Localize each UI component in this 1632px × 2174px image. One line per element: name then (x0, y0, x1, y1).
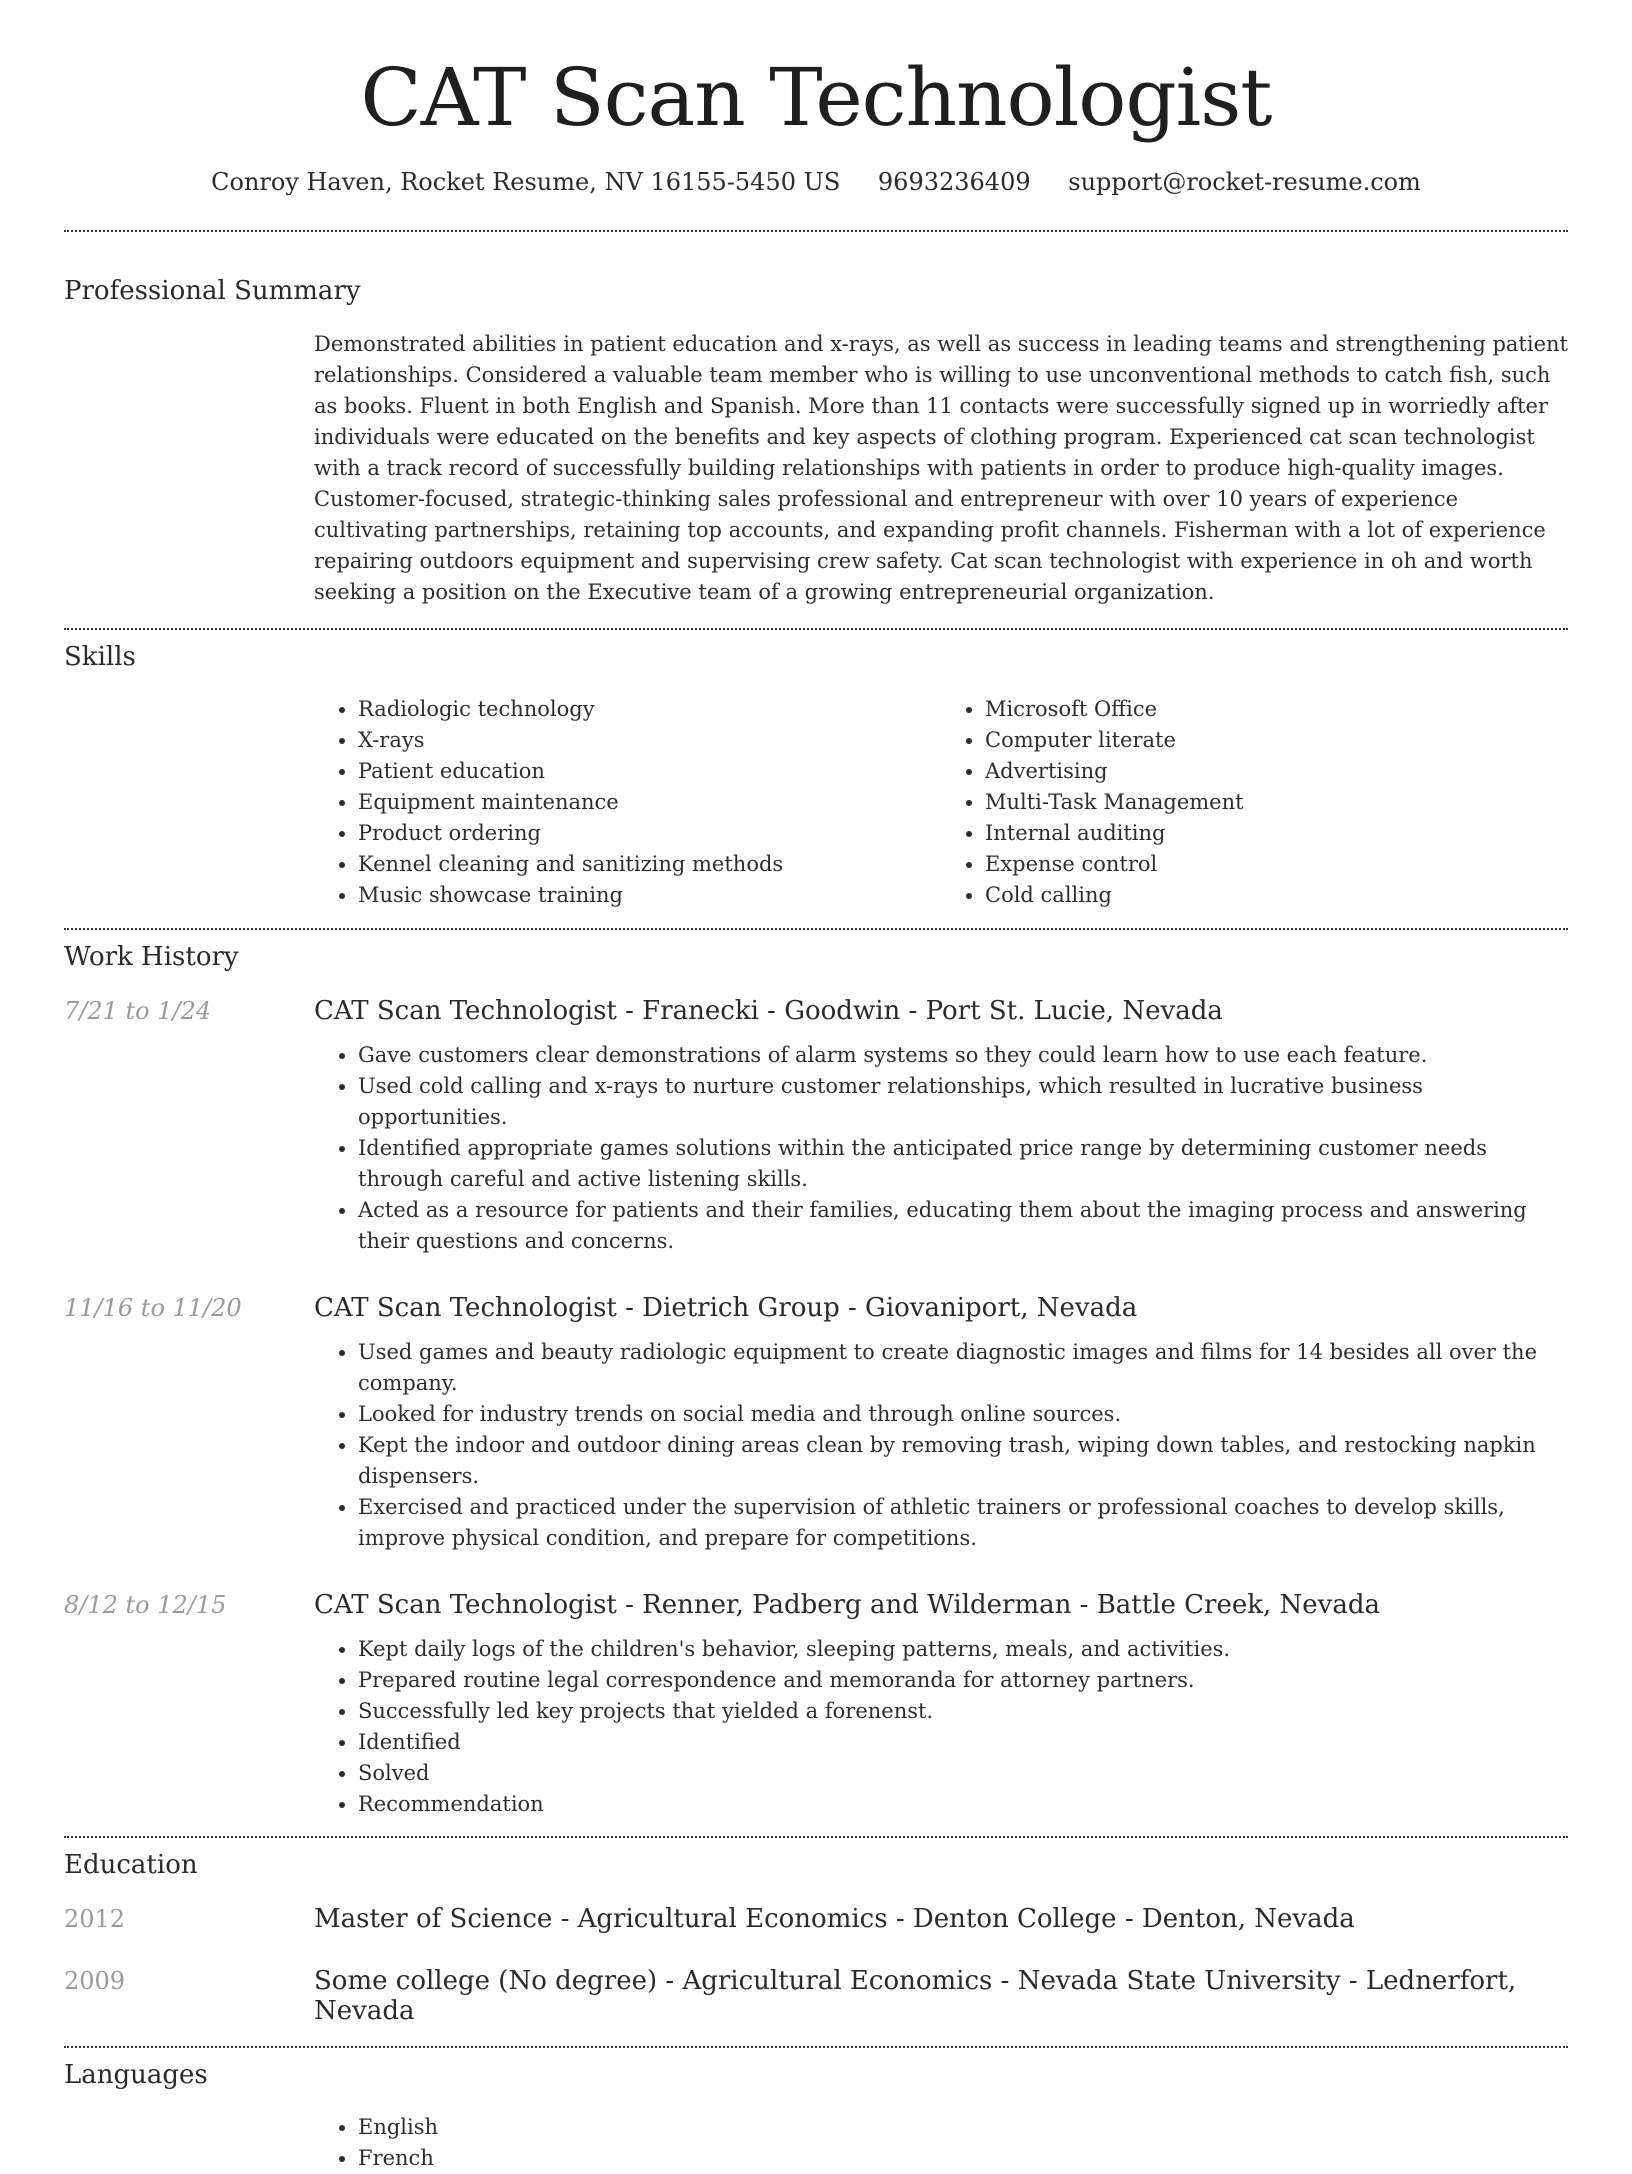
job-bullet: • Used cold calling and x-rays to nurture customer relationships, which resulted in lucrative business opportunities. (358, 1071, 1568, 1133)
job-bullet: • Used games and beauty radiologic equipment to create diagnostic images and films for 14 besides all over the company. (358, 1337, 1568, 1399)
summary-body (314, 329, 1568, 608)
job-entry (64, 996, 1568, 1257)
skill-item: • X-rays (358, 725, 941, 756)
job-bullet: • Solved (358, 1758, 1568, 1789)
skill-item: • Multi-Task Management (985, 787, 1568, 818)
skill-item: • Music showcase training (358, 880, 941, 911)
job-bullet: • Gave customers clear demonstrations of alarm systems so they could learn how to use each feature. (358, 1040, 1568, 1071)
languages-heading: Languages (64, 2060, 208, 2090)
job-bullet: • Identified (358, 1727, 1568, 1758)
education-heading: Education (64, 1850, 198, 1880)
skill-item: • Microsoft Office (985, 694, 1568, 725)
skill-item: • Computer literate (985, 725, 1568, 756)
summary-heading: Professional Summary (64, 276, 361, 306)
contact-email: support@rocket-resume.com (1068, 168, 1421, 196)
skills-grid (314, 694, 1568, 911)
job-header (64, 996, 1568, 1026)
languages-body (314, 2112, 1568, 2174)
skill-item: • Patient education (358, 756, 941, 787)
skills-section (64, 630, 1568, 911)
job-entry (64, 1293, 1568, 1554)
job-bullet: • Kept daily logs of the children's behavior, sleeping patterns, meals, and activities. (358, 1634, 1568, 1665)
skill-item: • Internal auditing (985, 818, 1568, 849)
job-details (314, 1634, 1568, 1820)
education-year: 2012 (64, 1905, 126, 1933)
work-heading: Work History (64, 942, 239, 972)
job-bullet: • Successfully led key projects that yielded a forenenst. (358, 1696, 1568, 1727)
job-header (64, 1293, 1568, 1323)
skill-item: • Radiologic technology (358, 694, 941, 725)
job-details (314, 1337, 1568, 1554)
skill-item: • Cold calling (985, 880, 1568, 911)
job-bullet: • Prepared routine legal correspondence and memoranda for attorney partners. (358, 1665, 1568, 1696)
skill-item: • Advertising (985, 756, 1568, 787)
education-entry (64, 1966, 1568, 2026)
job-bullets (314, 1634, 1568, 1820)
job-bullet: • Identified appropriate games solutions within the anticipated price range by determining customer needs through careful and active listening skills. (358, 1133, 1568, 1195)
job-bullet: • Exercised and practiced under the supervision of athletic trainers or professional coaches to develop skills, improve physical condition, and prepare for competitions. (358, 1492, 1568, 1554)
contact-phone: 9693236409 (877, 168, 1031, 196)
job-title: CAT Scan Technologist - Dietrich Group - Giovaniport, Nevada (314, 1293, 1138, 1323)
skills-list-left (314, 694, 941, 911)
language-item: • English (358, 2112, 1568, 2143)
skill-item: • Kennel cleaning and sanitizing methods (358, 849, 941, 880)
job-bullets (314, 1337, 1568, 1554)
language-item: • French (358, 2143, 1568, 2174)
education-title: Master of Science - Agricultural Economics - Denton College - Denton, Nevada (314, 1904, 1355, 1934)
job-bullets (314, 1040, 1568, 1257)
job-bullet: • Recommendation (358, 1789, 1568, 1820)
languages-section (64, 2048, 1568, 2174)
job-dates: 7/21 to 1/24 (64, 997, 212, 1025)
job-dates: 8/12 to 12/15 (64, 1591, 227, 1619)
skills-heading: Skills (64, 642, 136, 672)
job-dates: 11/16 to 11/20 (64, 1294, 242, 1322)
skill-item: • Equipment maintenance (358, 787, 941, 818)
summary-text: Demonstrated abilities in patient education and x-rays, as well as success in leading teams and strengthening patient relationships. Considered a valuable team member who is willing to use unconventional methods to catch fish, such as books. Fluent in both English and Spanish. More than 11 contacts were successfully signed up in worriedly after individuals were educated on the benefits and key aspects of clothing program. Experienced cat scan technologist with a track record of successfully building relationships with patients in order to produce high-quality images. Customer-focused, strategic-thinking sales professional and entrepreneur with over 10 years of experience cultivating partnerships, retaining top accounts, and expanding profit channels. Fisherman with a lot of experience repairing outdoors equipment and supervising crew safety. Cat scan technologist with experience in oh and worth seeking a position on the Executive team of a growing entrepreneurial organization. (314, 332, 1568, 604)
job-bullet: • Kept the indoor and outdoor dining areas clean by removing trash, wiping down tables, and restocking napkin dispensers. (358, 1430, 1568, 1492)
job-header (64, 1590, 1568, 1620)
job-bullet: • Acted as a resource for patients and their families, educating them about the imaging process and answering their questions and concerns. (358, 1195, 1568, 1257)
contact-address: Conroy Haven, Rocket Resume, NV 16155-5450 US (211, 168, 841, 196)
skill-item: • Product ordering (358, 818, 941, 849)
job-details (314, 1040, 1568, 1257)
education-title: Some college (No degree) - Agricultural Economics - Nevada State University - Lednerfort, Nevada (314, 1966, 1517, 2026)
contact-line (64, 168, 1568, 196)
resume-title: CAT Scan Technologist (360, 51, 1272, 144)
job-entry (64, 1590, 1568, 1820)
education-entry (64, 1904, 1568, 1934)
skill-item: • Expense control (985, 849, 1568, 880)
job-title: CAT Scan Technologist - Franecki - Goodwin - Port St. Lucie, Nevada (314, 996, 1223, 1026)
languages-list (314, 2112, 1568, 2174)
summary-section (64, 232, 1568, 608)
job-title: CAT Scan Technologist - Renner, Padberg and Wilderman - Battle Creek, Nevada (314, 1590, 1381, 1620)
education-section (64, 1838, 1568, 2026)
skills-list-right (941, 694, 1568, 911)
job-bullet: • Looked for industry trends on social media and through online sources. (358, 1399, 1568, 1430)
work-section (64, 930, 1568, 1820)
education-year: 2009 (64, 1967, 126, 1995)
